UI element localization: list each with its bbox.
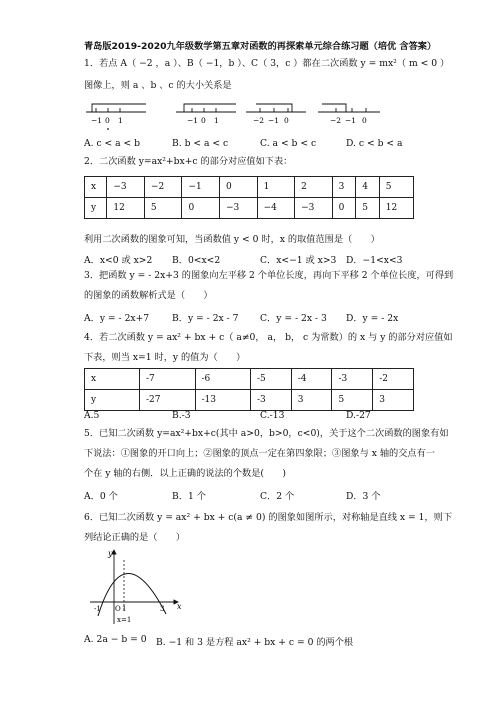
q5-line3: 个在 y 轴的右侧．以上正确的说法的个数是( ) (84, 468, 286, 479)
axis-c-label-1: −2 (253, 116, 265, 125)
q6-line1: 6．已知二次函数 y = ax² + bx + c(a ≠ 0) 的图象如图所示，对称轴是直线 x = 1，则下 (84, 512, 453, 523)
q6-option-a[interactable]: A. 2a − b = 0 (84, 634, 147, 645)
table-cell: -6 (195, 369, 251, 390)
q4-option-a[interactable]: A.5 (84, 410, 100, 421)
q2-option-c[interactable]: C．x<−1 或 x>3 (260, 255, 337, 266)
table-row (85, 198, 414, 219)
table-cell: −1 (182, 177, 220, 198)
axis-d-label-3: 0 (362, 116, 367, 125)
q4-line1: 4．若二次函数 y = ax² + bx + c（ a≠0， a， b， c 为常数）的 x 与 y 的部分对应值如 (84, 332, 453, 343)
table-cell: −2 (144, 177, 182, 198)
table-cell: -3 (251, 390, 292, 411)
q1-option-a[interactable]: A. c < a < b (84, 138, 141, 149)
graph-one-label: 1 (122, 605, 127, 613)
q2-option-b[interactable]: B．0<x<2 (172, 255, 221, 266)
table-cell: -7 (140, 369, 196, 390)
graph-x-label: x (177, 602, 182, 611)
q3-option-a[interactable]: A．y = - 2x+7 (84, 313, 150, 324)
table-cell: 0 (182, 198, 220, 219)
parabola-curve (98, 573, 166, 616)
graph-y-label: y (108, 549, 113, 558)
table-cell: x (85, 369, 140, 390)
axis-b-label-3: 1 (214, 116, 219, 125)
q1-line2: 图像上，则 a 、b 、c 的大小关系是 (84, 80, 232, 91)
table-cell: 1 (257, 177, 295, 198)
table-cell: 5 (144, 198, 182, 219)
q1-option-d[interactable]: D. c < b < a (346, 138, 403, 149)
q3-line1: 3．把函数 y = - 2x+3 的图象向左平移 2 个单位长度，再向下平移 2 个单位长度，可得到 (84, 270, 454, 281)
table-cell: y (85, 198, 107, 219)
table-cell: −4 (257, 198, 295, 219)
q3-option-b[interactable]: B．y = - 2x - 7 (172, 313, 239, 324)
q6-option-b[interactable]: B. −1 和 3 是方程 ax² + bx + c = 0 的两个根 (156, 637, 354, 648)
axis-d-label-2: −1 (345, 116, 357, 125)
table-cell: x (85, 177, 107, 198)
table-cell: −3 (220, 198, 258, 219)
table-cell: -5 (251, 369, 292, 390)
table-cell: 3 (373, 390, 414, 411)
table-cell: -13 (195, 390, 251, 411)
table-cell: −3 (107, 177, 145, 198)
table-cell: 5 (379, 177, 413, 198)
q1-option-b[interactable]: B. b < a < c (172, 138, 229, 149)
table-cell: 3 (332, 177, 356, 198)
axis-b-label-2: 0 (201, 116, 206, 125)
q2-stem: 2．二次函数 y=ax²+bx+c 的部分对应值如下表： (84, 156, 293, 167)
table-cell: 0 (332, 198, 356, 219)
table-row (85, 390, 414, 411)
q3-option-c[interactable]: C．y = - 2x - 3 (260, 313, 327, 324)
graph-origin-label: O (115, 605, 121, 613)
table-cell: 5 (356, 198, 380, 219)
q5-option-b[interactable]: B．1 个 (172, 491, 206, 502)
table-cell: y (85, 390, 140, 411)
table-cell: 4 (356, 177, 380, 198)
axis-a-label-2: 0 (105, 116, 110, 125)
number-line-d (318, 104, 380, 112)
table-row (85, 177, 414, 198)
q1-option-c[interactable]: C. a < b < c (260, 138, 317, 149)
q5-option-d[interactable]: D．3 个 (346, 491, 381, 502)
q4-option-c[interactable]: C.-13 (260, 410, 285, 421)
q1-number-lines (84, 94, 444, 132)
number-line-c (246, 104, 306, 112)
table-cell: −3 (295, 198, 333, 219)
document-title: 青岛版2019-2020九年级数学第五章对函数的再探索单元综合练习题（培优 含答案） (84, 41, 437, 52)
axis-a-label-3: 1 (118, 116, 123, 125)
axis-c-label-2: −1 (268, 116, 280, 125)
q4-option-b[interactable]: B.-3 (172, 410, 191, 421)
table-cell: 2 (295, 177, 333, 198)
table-cell: -2 (373, 369, 414, 390)
q4-line2: 下表，则当 x=1 时，y 的值为（ ） (84, 352, 246, 363)
number-line-b (176, 104, 236, 112)
table-cell: 3 (291, 390, 332, 411)
table-cell: 5 (332, 390, 373, 411)
q4-value-table (84, 368, 414, 411)
q5-line2: 下说法：①图象的开口向上；②图象的顶点一定在第四象限；③图象与 x 轴的交点有一 (84, 448, 435, 459)
q6-line2: 列结论正确的是（ ） (84, 532, 186, 543)
table-cell: -4 (291, 369, 332, 390)
table-cell: -27 (140, 390, 196, 411)
axis-a-label-1: −1 (91, 116, 103, 125)
q3-line2: 的图象的函数解析式是（ ） (84, 290, 213, 301)
q2-option-d[interactable]: D．−1<x<3 (346, 255, 403, 266)
table-cell: 0 (220, 177, 258, 198)
q6-parabola-graph (88, 546, 188, 626)
q5-option-c[interactable]: C．2 个 (260, 491, 295, 502)
q4-option-d[interactable]: D.-27 (346, 410, 371, 421)
table-row (85, 369, 414, 390)
axis-c-label-3: 0 (284, 116, 289, 125)
q3-option-d[interactable]: D．y = - 2x (346, 313, 399, 324)
graph-right-root-label: 3 (160, 605, 165, 613)
number-line-a (86, 104, 146, 112)
graph-left-root-label: -1 (94, 605, 101, 613)
table-cell: 12 (379, 198, 413, 219)
table-cell: 12 (107, 198, 145, 219)
q2-value-table (84, 176, 414, 219)
graph-axis-label: x=1 (117, 616, 132, 624)
q2-after: 利用二次函数的图象可知，当函数值 y < 0 时，x 的取值范围是（ ） (84, 234, 380, 245)
table-cell: -3 (332, 369, 373, 390)
q2-option-a[interactable]: A．x<0 或 x>2 (84, 255, 153, 266)
axis-b-label-1: −1 (187, 116, 199, 125)
q1-line1: 1．若点 A（ −2 ，a ）、B（ −1，b ）、C（ 3，c ）都在二次函数 y = mx²（ m < 0 ） (84, 58, 450, 69)
q5-option-a[interactable]: A．0 个 (84, 491, 118, 502)
axis-d-label-1: −2 (330, 116, 342, 125)
q5-line1: 5．已知二次函数 y=ax²+bx+c(其中 a>0，b>0，c<0)，关于这个二次函数的图象有如 (84, 428, 449, 439)
